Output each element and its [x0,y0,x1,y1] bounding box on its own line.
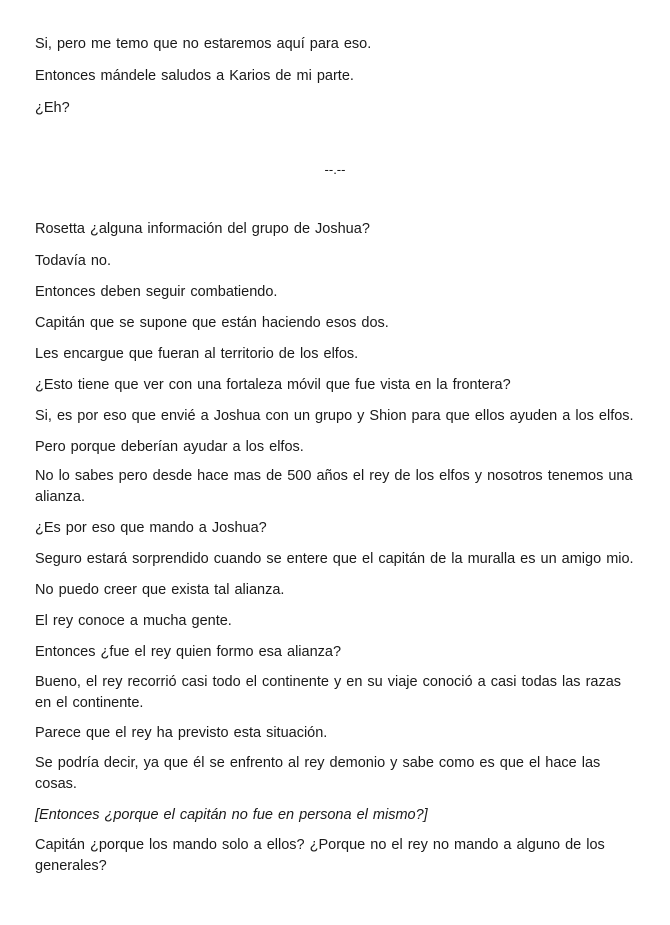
paragraph: No lo sabes pero desde hace mas de 500 años el rey de los elfos y nosotros tenemos una alianza. [35,468,633,505]
paragraph: Parece que el rey ha previsto esta situación. [35,725,328,741]
paragraph: Si, pero me temo que no estaremos aquí para eso. [35,36,372,52]
paragraph: Rosetta ¿alguna información del grupo de Joshua? [35,221,370,237]
paragraph: Se podría decir, ya que él se enfrento al rey demonio y sabe como es que el hace las cosas. [35,755,601,792]
paragraph: Capitán que se supone que están haciendo esos dos. [35,315,389,331]
paragraph: Entonces deben seguir combatiendo. [35,284,278,300]
paragraph: ¿Es por eso que mando a Joshua? [35,520,267,536]
paragraph: ¿Eh? [35,100,70,116]
paragraph: Seguro estará sorprendido cuando se entere que el capitán de la muralla es un amigo mio. [35,551,634,567]
paragraph: No puedo creer que exista tal alianza. [35,582,285,598]
paragraph: Todavía no. [35,253,111,269]
italic-paragraph: [Entonces ¿porque el capitán no fue en persona el mismo?] [35,807,428,823]
paragraph: Si, es por eso que envié a Joshua con un grupo y Shion para que ellos ayuden a los elfos. [35,408,634,424]
paragraph: Les encargue que fueran al territorio de los elfos. [35,346,359,362]
paragraph: Capitán ¿porque los mando solo a ellos? ¿Porque no el rey no mando a alguno de los generales? [35,837,605,874]
paragraph: ¿Esto tiene que ver con una fortaleza móvil que fue vista en la frontera? [35,377,511,393]
paragraph: El rey conoce a mucha gente. [35,613,232,629]
section-separator: --.-- [324,162,346,177]
paragraph: Entonces ¿fue el rey quien formo esa alianza? [35,644,342,660]
paragraph: Bueno, el rey recorrió casi todo el continente y en su viaje conoció a casi todas las razas en el continente. [35,674,622,711]
paragraph: Pero porque deberían ayudar a los elfos. [35,439,304,455]
paragraph: Entonces mándele saludos a Karios de mi parte. [35,68,354,84]
